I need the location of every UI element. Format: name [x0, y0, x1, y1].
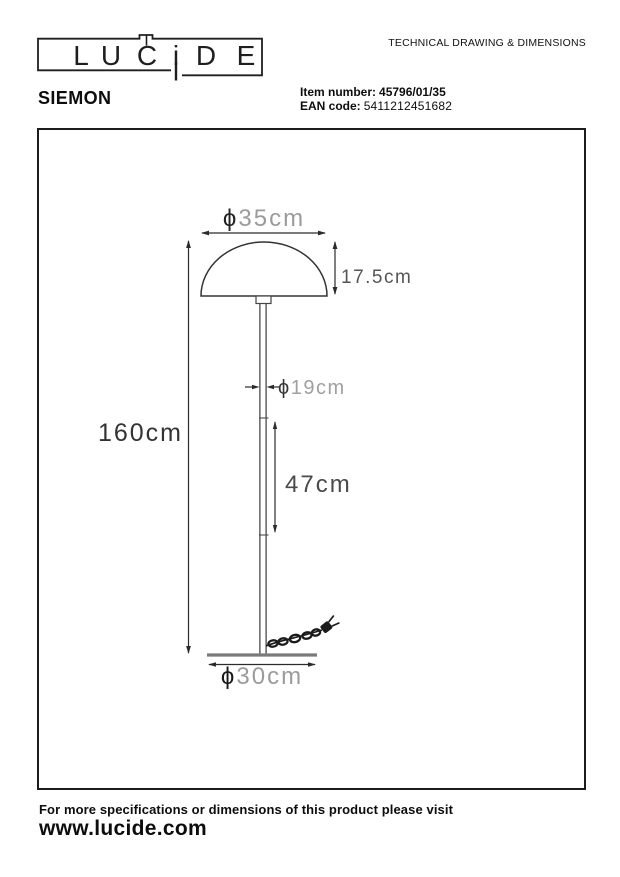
lamp-pole: [259, 304, 269, 655]
item-number-value: 45796/01/35: [379, 85, 446, 99]
dim-label-pole-segment: 47cm: [285, 471, 352, 498]
dim-shade-height: [333, 241, 338, 295]
ean-label: EAN code:: [300, 99, 361, 113]
arrowhead-up: [186, 240, 191, 248]
arrowhead-down: [273, 525, 277, 533]
product-name: SIEMON: [38, 88, 112, 108]
arrowhead-right: [308, 662, 316, 667]
technical-drawing: [39, 130, 584, 788]
technical-drawing-frame: [37, 128, 586, 790]
arrowhead-up: [273, 421, 277, 429]
document-title: TECHNICAL DRAWING & DIMENSIONS: [388, 37, 586, 49]
logo-letter: i: [172, 40, 180, 71]
product-reference-block: [300, 85, 452, 113]
logo-letter: U: [100, 40, 122, 71]
power-plug: [320, 616, 340, 634]
ean-value: 5411212451682: [363, 99, 453, 113]
logo-letter: L: [73, 40, 89, 71]
item-number-line: [300, 85, 452, 99]
footer-website: www.lucide.com: [39, 817, 207, 840]
dim-pole-diameter: [245, 385, 280, 389]
dim-label-shade-height: 17.5cm: [341, 267, 413, 288]
lamp-shade: [201, 242, 327, 296]
dim-label-shade-diameter: ϕ35cm: [222, 205, 306, 232]
arrowhead-left: [201, 231, 209, 236]
arrowhead-right: [318, 231, 326, 236]
arrowhead-up: [333, 241, 338, 249]
dim-pole-segment: [273, 421, 277, 533]
logo-letter: D: [195, 40, 217, 71]
dim-total-height: [186, 240, 191, 654]
lucide-logo: [30, 30, 270, 82]
arrowhead-left: [267, 385, 275, 389]
lamp-neck: [256, 296, 271, 304]
power-cord: [266, 616, 339, 648]
logo-letter: E: [236, 40, 256, 71]
logo-letter: C: [136, 40, 158, 71]
arrowhead-down: [333, 287, 338, 295]
item-number-label: Item number:: [300, 85, 377, 99]
footer-note: For more specifications or dimensions of this product please visit: [39, 802, 454, 817]
arrowhead-down: [186, 646, 191, 654]
dim-label-pole-diameter: ϕ19cm: [278, 377, 346, 399]
ean-line: [300, 99, 452, 113]
dim-label-base-diameter: ϕ30cm: [220, 663, 304, 690]
dim-label-total-height: 160cm: [97, 419, 183, 447]
arrowhead-left: [208, 662, 216, 667]
arrowhead-right: [252, 385, 260, 389]
